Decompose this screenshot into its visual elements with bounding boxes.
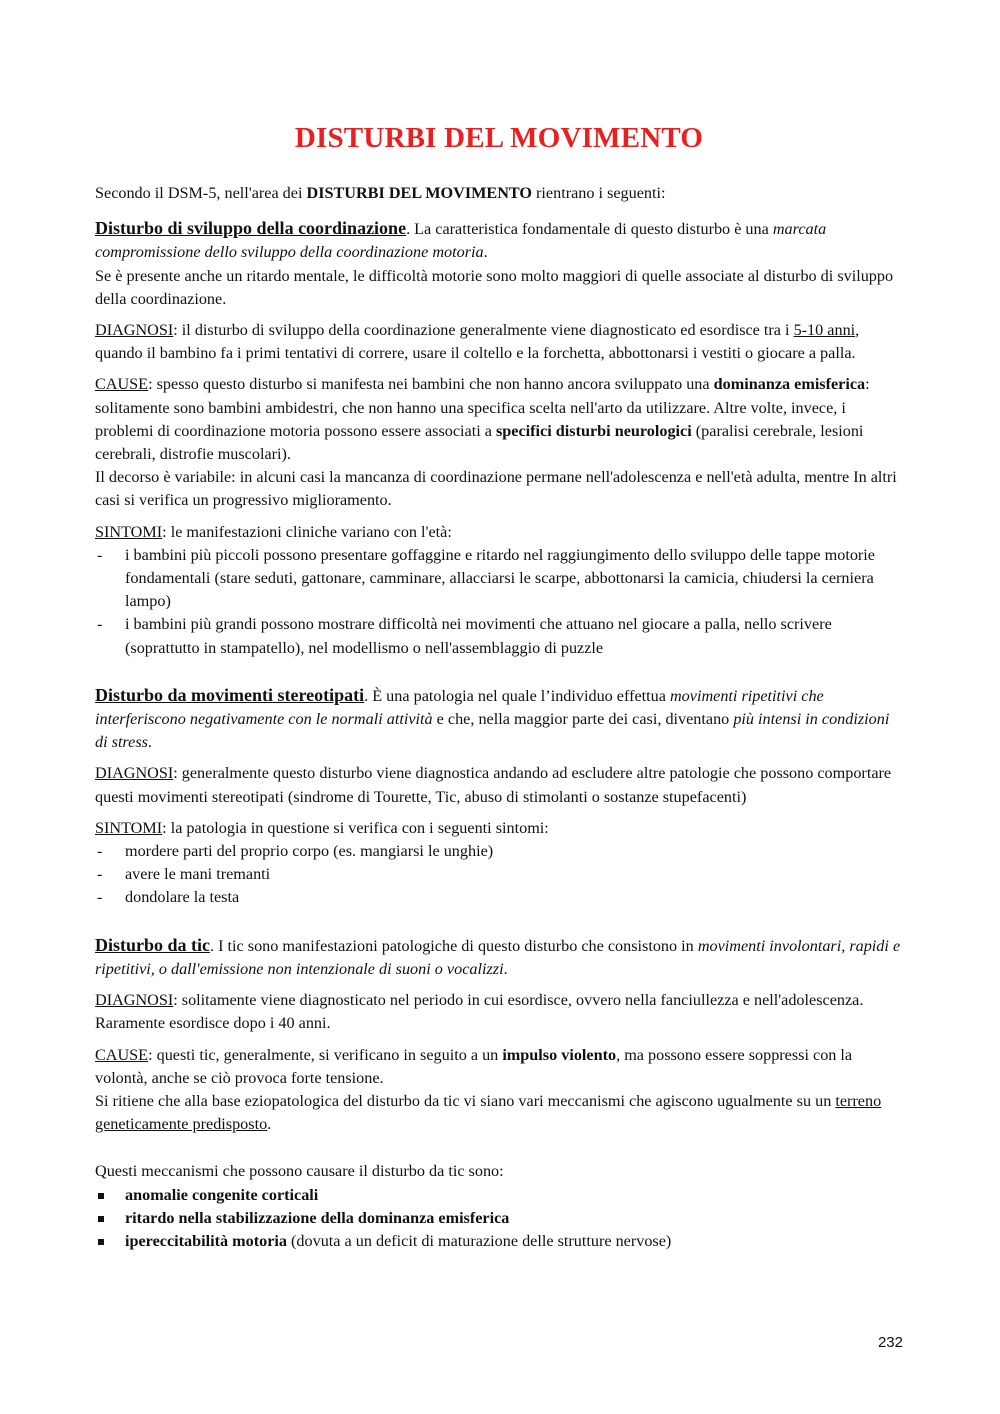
page-number: 232 — [877, 1334, 903, 1351]
text-span: . — [147, 733, 152, 752]
meccanismi-intro: Questi meccanismi che possono causare il disturbo da tic sono: — [95, 1162, 504, 1181]
intro-text-end: rientrano i seguenti: — [532, 184, 666, 202]
bold-text: ritardo nella stabilizzazione della dominanza emisferica — [125, 1208, 510, 1227]
cause-paragraph — [95, 1044, 903, 1137]
sintomi-paragraph — [95, 817, 903, 840]
list-item: - avere le mani tremanti — [95, 863, 903, 886]
sintomi-list — [95, 840, 903, 910]
text-span: : spesso questo disturbo si manifesta nei bambini che non hanno ancora sviluppato una — [148, 375, 714, 394]
text-span: (dovuta a un deficit di maturazione delle strutture nervose) — [286, 1231, 672, 1250]
bold-text: impulso violento — [502, 1045, 617, 1064]
text-span: e che, nella maggior parte dei casi, diventano — [432, 710, 734, 729]
text-span: . La caratteristica fondamentale di questo disturbo è una — [406, 220, 773, 239]
sintomi-list — [95, 544, 903, 660]
text-span: , quando il bambino fa i primi tentativi di correre, usare il coltello e la forchetta, abbottonarsi i vestiti o giocare a palla. — [95, 321, 860, 363]
label-diagnosi: DIAGNOSI — [95, 321, 174, 340]
section-title-tic: Disturbo da tic — [95, 934, 211, 955]
text-span: : il disturbo di sviluppo della coordinazione generalmente viene diagnosticato ed esordisce tra i — [173, 321, 794, 340]
italic-text: movimenti involontari, rapidi e ripetitivi, o dall'emissione non intenzionale di suoni o vocalizzi — [95, 936, 901, 978]
bold-text: dominanza emisferica — [713, 375, 866, 394]
text-span: . — [483, 243, 488, 262]
bold-text: ipereccitabilità motoria — [125, 1231, 287, 1250]
label-diagnosi: DIAGNOSI — [95, 764, 174, 783]
list-item: - i bambini più piccoli possono presentare goffaggine e ritardo nel raggiungimento dello sviluppo delle tappe motorie fondamentali (stare seduti, gattonare, camminare, allacciarsi le scarpe, abbottonarsi la camicia, chiudersi la cerniera lampo) — [95, 544, 903, 614]
italic-text: marcata compromissione dello sviluppo della coordinazione motoria — [95, 220, 827, 262]
label-cause: CAUSE — [95, 375, 149, 394]
cause-paragraph — [95, 373, 903, 512]
text-span: : le manifestazioni cliniche variano con l'età: — [162, 522, 452, 541]
section-title-coordinazione: Disturbo di sviluppo della coordinazione — [95, 218, 407, 239]
label-diagnosi: DIAGNOSI — [95, 991, 174, 1010]
document-page — [95, 120, 903, 1261]
intro-text: Secondo il DSM-5, nell'area dei — [95, 184, 307, 202]
italic-text: movimenti ripetitivi che interferiscono negativamente con le normali attività — [95, 686, 824, 729]
list-item — [95, 1207, 903, 1230]
label-sintomi: SINTOMI — [95, 818, 163, 837]
label-sintomi: SINTOMI — [95, 522, 163, 541]
underlined-text: terreno geneticamente predisposto — [95, 1091, 882, 1134]
text-span: : la patologia in questione si verifica con i seguenti sintomi: — [162, 818, 549, 837]
section-tic-intro — [95, 934, 903, 981]
page-title: DISTURBI DEL MOVIMENTO — [294, 122, 704, 154]
bold-text: anomalie congenite corticali — [125, 1185, 319, 1204]
text-span: : solitamente viene diagnosticato nel periodo in cui esordisce, ovvero nella fanciullezza e nell'adolescenza. Raramente esordisce dopo i 40 anni. — [95, 991, 864, 1033]
text-span: . È una patologia nel quale l’individuo effettua — [364, 686, 670, 705]
list-item: - dondolare la testa — [95, 886, 903, 909]
text-span: . — [267, 1115, 272, 1134]
section-gap — [95, 918, 903, 934]
section-stereotipati-intro — [95, 684, 903, 755]
text-span: Si ritiene che alla base eziopatologica del disturbo da tic vi siano vari meccanismi che agiscono ugualmente su un — [95, 1091, 836, 1110]
section-gap — [95, 1144, 903, 1160]
text-span: : generalmente questo disturbo viene diagnostica andando ad escludere altre patologie che possono comportare questi movimenti stereotipati (sindrome di Tourette, Tic, abuso di stimolanti o sostanze stupefacenti) — [95, 764, 892, 806]
diagnosi-paragraph — [95, 989, 903, 1035]
list-item — [95, 1230, 903, 1253]
text-span: Se è presente anche un ritardo mentale, le difficoltà motorie sono molto maggiori di quelle associate al disturbo di sviluppo della coordinazione. — [95, 266, 894, 308]
intro-bold: DISTURBI DEL MOVIMENTO — [306, 184, 532, 202]
text-span: Il decorso è variabile: in alcuni casi la mancanza di coordinazione permane nell'adolescenza e nell'età adulta, mentre In altri casi si verifica un progressivo miglioramento. — [95, 468, 897, 510]
list-item: - mordere parti del proprio corpo (es. mangiarsi le unghie) — [95, 840, 903, 863]
text-span: : questi tic, generalmente, si verificano in seguito a un — [148, 1045, 503, 1064]
diagnosi-paragraph — [95, 762, 903, 808]
sintomi-paragraph — [95, 521, 903, 544]
text-span: : solitamente sono bambini ambidestri, che non hanno una specifica scelta nell'arto da utilizzare. Altre volte, invece, i problemi di coordinazione motoria possono essere associati a — [95, 375, 870, 440]
list-item — [95, 1184, 903, 1207]
section-title-stereotipati: Disturbo da movimenti stereotipati — [95, 684, 365, 705]
text-span: (paralisi cerebrale, lesioni cerebrali, distrofie muscolari). — [95, 421, 864, 464]
diagnosi-paragraph — [95, 319, 903, 365]
section-coordinazione-intro — [95, 217, 903, 311]
section-gap — [95, 668, 903, 684]
underlined-text: 5-10 anni — [793, 321, 856, 340]
intro-paragraph — [95, 182, 903, 205]
label-cause: CAUSE — [95, 1045, 149, 1064]
bold-text: specifici disturbi neurologici — [495, 421, 692, 440]
meccanismi-list — [95, 1184, 903, 1254]
text-span: , ma possono essere soppressi con la volontà, anche se ciò provoca forte tensione. — [95, 1045, 853, 1087]
text-span: . I tic sono manifestazioni patologiche di questo disturbo che consistono in — [210, 936, 698, 955]
list-item: - i bambini più grandi possono mostrare difficoltà nei movimenti che attuano nel giocare a palla, nello scrivere (soprattutto in stampatello), nel modellismo o nell'assemblaggio di puzzle — [95, 613, 903, 659]
text-span: . — [503, 959, 508, 978]
italic-text: più intensi in condizioni di stress — [95, 710, 890, 752]
